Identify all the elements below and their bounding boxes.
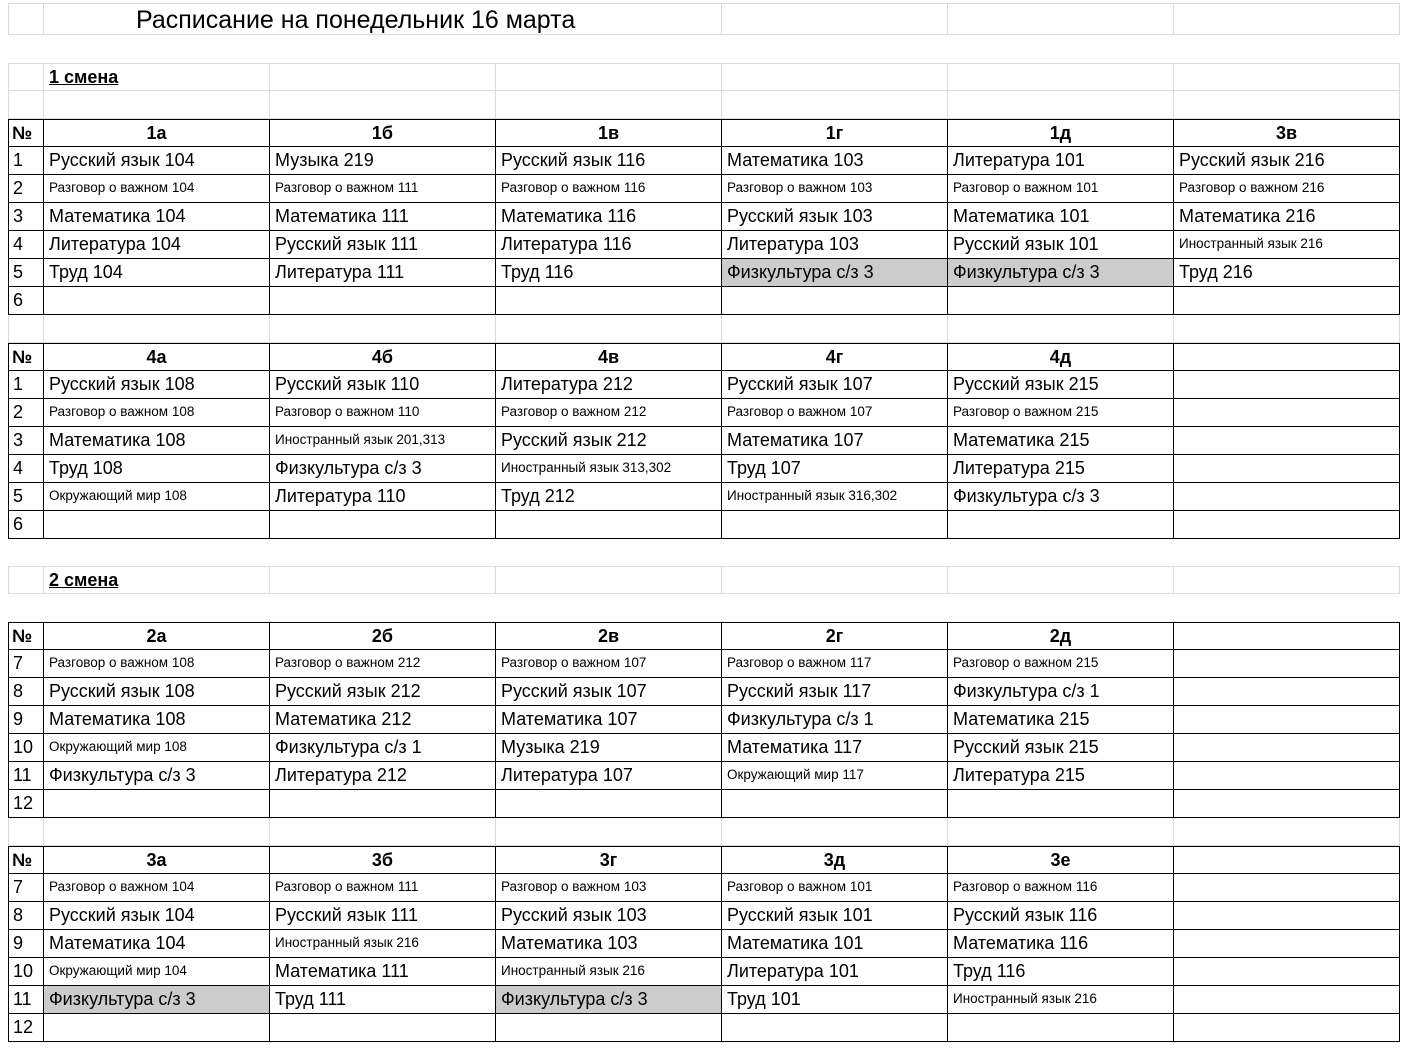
class-header-row (8, 846, 1400, 874)
lesson-number: 10 (8, 958, 44, 986)
class-header[interactable]: 1г (722, 119, 948, 147)
lesson-cell[interactable] (1174, 874, 1400, 902)
lesson-cell[interactable]: Иностранный язык 216 (496, 958, 722, 986)
lesson-cell[interactable] (722, 511, 948, 539)
lesson-number: 6 (8, 511, 44, 539)
lesson-cell[interactable]: Иностранный язык 201,313 (270, 427, 496, 455)
empty-cell[interactable] (8, 315, 44, 343)
lesson-cell[interactable]: Труд 116 (496, 259, 722, 287)
empty-cell[interactable] (270, 566, 496, 594)
lesson-cell[interactable]: Труд 104 (44, 259, 270, 287)
empty-cell[interactable] (496, 91, 722, 119)
lesson-cell[interactable]: Русский язык 215 (948, 734, 1174, 762)
lesson-cell[interactable]: Иностранный язык 216 (1174, 231, 1400, 259)
lesson-cell[interactable] (1174, 650, 1400, 678)
number-header: № (8, 622, 44, 650)
empty-cell[interactable] (1174, 63, 1400, 91)
lesson-cell[interactable] (270, 511, 496, 539)
empty-cell[interactable] (496, 63, 722, 91)
empty-cell[interactable] (1174, 566, 1400, 594)
lesson-cell[interactable]: Разговор о важном 111 (270, 874, 496, 902)
lesson-number: 12 (8, 790, 44, 818)
lesson-cell[interactable] (44, 511, 270, 539)
empty-cell[interactable] (722, 3, 948, 35)
class-header[interactable]: 2а (44, 622, 270, 650)
class-header[interactable]: 3е (948, 846, 1174, 874)
lesson-cell[interactable] (496, 790, 722, 818)
class-header[interactable]: 1д (948, 119, 1174, 147)
lesson-cell[interactable] (496, 511, 722, 539)
lesson-cell[interactable]: Математика 103 (496, 930, 722, 958)
lesson-cell[interactable]: Математика 111 (270, 203, 496, 231)
lesson-cell[interactable] (1174, 483, 1400, 511)
lesson-number: 9 (8, 930, 44, 958)
lesson-cell[interactable]: Разговор о важном 107 (496, 650, 722, 678)
lesson-cell[interactable]: Физкультура с/з 3 (948, 259, 1174, 287)
lesson-cell[interactable]: Труд 116 (948, 958, 1174, 986)
empty-cell[interactable] (722, 63, 948, 91)
lesson-cell[interactable]: Литература 103 (722, 231, 948, 259)
lesson-cell[interactable]: Окружающий мир 108 (44, 734, 270, 762)
lesson-cell[interactable]: Русский язык 215 (948, 371, 1174, 399)
shift-label-row (8, 63, 1400, 91)
lesson-cell[interactable]: Физкультура с/з 3 (948, 483, 1174, 511)
lesson-cell[interactable]: Иностранный язык 313,302 (496, 455, 722, 483)
empty-cell[interactable] (270, 315, 496, 343)
lesson-cell[interactable]: Разговор о важном 110 (270, 399, 496, 427)
lesson-cell[interactable]: Физкультура с/з 3 (496, 986, 722, 1014)
lesson-cell[interactable] (948, 511, 1174, 539)
lesson-number: 9 (8, 706, 44, 734)
lesson-row (8, 706, 1400, 734)
lesson-cell[interactable]: Русский язык 108 (44, 678, 270, 706)
lesson-row (8, 511, 1400, 539)
blank-row (8, 818, 1400, 846)
lesson-cell[interactable] (1174, 958, 1400, 986)
lesson-number: 10 (8, 734, 44, 762)
lesson-cell[interactable] (496, 287, 722, 315)
lesson-row (8, 678, 1400, 706)
lesson-row (8, 399, 1400, 427)
lesson-row (8, 958, 1400, 986)
class-header[interactable]: 3г (496, 846, 722, 874)
lesson-cell[interactable]: Физкультура с/з 3 (270, 455, 496, 483)
empty-cell[interactable] (948, 91, 1174, 119)
lesson-row (8, 427, 1400, 455)
empty-cell[interactable] (44, 91, 270, 119)
lesson-cell[interactable]: Математика 103 (722, 147, 948, 175)
empty-cell[interactable] (948, 315, 1174, 343)
lesson-cell[interactable]: Математика 101 (722, 930, 948, 958)
class-header-row (8, 622, 1400, 650)
lesson-cell[interactable]: Разговор о важном 104 (44, 874, 270, 902)
lesson-cell[interactable]: Физкультура с/з 3 (722, 259, 948, 287)
lesson-cell[interactable]: Русский язык 103 (496, 902, 722, 930)
empty-cell[interactable] (948, 818, 1174, 846)
class-header[interactable] (1174, 622, 1400, 650)
lesson-cell[interactable]: Разговор о важном 216 (1174, 175, 1400, 203)
empty-cell[interactable] (496, 566, 722, 594)
lesson-cell[interactable]: Русский язык 107 (496, 678, 722, 706)
lesson-row (8, 930, 1400, 958)
empty-cell[interactable] (948, 566, 1174, 594)
lesson-cell[interactable] (1174, 371, 1400, 399)
lesson-cell[interactable]: Разговор о важном 101 (948, 175, 1174, 203)
lesson-cell[interactable] (270, 287, 496, 315)
lesson-cell[interactable]: Разговор о важном 117 (722, 650, 948, 678)
number-header: № (8, 846, 44, 874)
lesson-number: 2 (8, 175, 44, 203)
lesson-cell[interactable]: Физкультура с/з 3 (44, 986, 270, 1014)
lesson-cell[interactable] (44, 1014, 270, 1042)
class-header[interactable]: 4б (270, 343, 496, 371)
empty-cell[interactable] (1174, 91, 1400, 119)
class-header[interactable]: 2д (948, 622, 1174, 650)
lesson-cell[interactable]: Литература 111 (270, 259, 496, 287)
lesson-cell[interactable]: Математика 117 (722, 734, 948, 762)
lesson-number: 3 (8, 203, 44, 231)
empty-cell[interactable] (722, 818, 948, 846)
class-header[interactable]: 1в (496, 119, 722, 147)
spacer (8, 35, 1400, 63)
page-title[interactable]: Расписание на понедельник 16 марта (44, 3, 722, 35)
lesson-cell[interactable]: Физкультура с/з 1 (948, 678, 1174, 706)
lesson-cell[interactable] (1174, 902, 1400, 930)
class-header[interactable]: 1а (44, 119, 270, 147)
lesson-cell[interactable]: Русский язык 104 (44, 147, 270, 175)
lesson-number: 11 (8, 986, 44, 1014)
lesson-cell[interactable]: Разговор о важном 116 (948, 874, 1174, 902)
lesson-row (8, 455, 1400, 483)
lesson-cell[interactable]: Математика 108 (44, 427, 270, 455)
spacer (8, 594, 1400, 622)
lesson-cell[interactable]: Математика 104 (44, 203, 270, 231)
lesson-cell[interactable]: Окружающий мир 117 (722, 762, 948, 790)
lesson-number: 5 (8, 483, 44, 511)
lesson-cell[interactable]: Математика 107 (496, 706, 722, 734)
lesson-cell[interactable] (1174, 511, 1400, 539)
shift-label[interactable]: 1 смена (44, 63, 270, 91)
lesson-number: 7 (8, 650, 44, 678)
lesson-cell[interactable]: Литература 212 (270, 762, 496, 790)
lesson-cell[interactable]: Математика 215 (948, 706, 1174, 734)
lesson-row (8, 231, 1400, 259)
class-header[interactable]: 3д (722, 846, 948, 874)
lesson-cell[interactable]: Труд 101 (722, 986, 948, 1014)
lesson-cell[interactable]: Литература 110 (270, 483, 496, 511)
lesson-row (8, 1014, 1400, 1042)
lesson-cell[interactable] (1174, 734, 1400, 762)
lesson-row (8, 790, 1400, 818)
class-header-row (8, 119, 1400, 147)
blank-row (8, 315, 1400, 343)
lesson-cell[interactable]: Математика 116 (496, 203, 722, 231)
lesson-cell[interactable]: Математика 212 (270, 706, 496, 734)
lesson-cell[interactable] (1174, 455, 1400, 483)
lesson-cell[interactable]: Русский язык 101 (722, 902, 948, 930)
lesson-row (8, 650, 1400, 678)
class-header[interactable]: 4д (948, 343, 1174, 371)
lesson-cell[interactable] (1174, 762, 1400, 790)
shift-label-row (8, 566, 1400, 594)
lesson-cell[interactable]: Разговор о важном 108 (44, 399, 270, 427)
blank-row (8, 91, 1400, 119)
empty-cell[interactable] (8, 818, 44, 846)
lesson-cell[interactable] (1174, 399, 1400, 427)
empty-cell[interactable] (270, 63, 496, 91)
lesson-row (8, 371, 1400, 399)
lesson-cell[interactable]: Литература 107 (496, 762, 722, 790)
lesson-number: 7 (8, 874, 44, 902)
lesson-cell[interactable] (948, 790, 1174, 818)
lesson-cell[interactable]: Иностранный язык 216 (270, 930, 496, 958)
lesson-cell[interactable] (44, 790, 270, 818)
lesson-cell[interactable] (948, 1014, 1174, 1042)
lesson-cell[interactable] (1174, 427, 1400, 455)
lesson-number: 3 (8, 427, 44, 455)
empty-cell[interactable] (496, 315, 722, 343)
lesson-cell[interactable]: Русский язык 103 (722, 203, 948, 231)
lesson-cell[interactable] (44, 287, 270, 315)
lesson-number: 1 (8, 147, 44, 175)
lesson-cell[interactable]: Разговор о важном 107 (722, 399, 948, 427)
lesson-number: 12 (8, 1014, 44, 1042)
empty-cell[interactable] (948, 63, 1174, 91)
lesson-cell[interactable] (722, 287, 948, 315)
lesson-cell[interactable]: Математика 101 (948, 203, 1174, 231)
lesson-cell[interactable]: Иностранный язык 216 (948, 986, 1174, 1014)
empty-cell[interactable] (1174, 3, 1400, 35)
lesson-cell[interactable]: Физкультура с/з 3 (44, 762, 270, 790)
lesson-row (8, 762, 1400, 790)
lesson-cell[interactable] (1174, 706, 1400, 734)
empty-cell[interactable] (8, 63, 44, 91)
lesson-cell[interactable]: Литература 101 (722, 958, 948, 986)
lesson-cell[interactable]: Разговор о важном 104 (44, 175, 270, 203)
lesson-cell[interactable]: Математика 104 (44, 930, 270, 958)
lesson-cell[interactable]: Разговор о важном 108 (44, 650, 270, 678)
empty-cell[interactable] (8, 566, 44, 594)
lesson-cell[interactable]: Разговор о важном 116 (496, 175, 722, 203)
lesson-row (8, 734, 1400, 762)
lesson-cell[interactable]: Русский язык 212 (270, 678, 496, 706)
empty-cell[interactable] (722, 566, 948, 594)
lesson-cell[interactable] (1174, 1014, 1400, 1042)
lesson-cell[interactable] (722, 790, 948, 818)
lesson-cell[interactable]: Разговор о важном 212 (496, 399, 722, 427)
lesson-cell[interactable]: Русский язык 212 (496, 427, 722, 455)
lesson-cell[interactable]: Окружающий мир 104 (44, 958, 270, 986)
lesson-cell[interactable] (270, 1014, 496, 1042)
lesson-cell[interactable]: Труд 216 (1174, 259, 1400, 287)
lesson-cell[interactable]: Физкультура с/з 1 (722, 706, 948, 734)
lesson-cell[interactable]: Разговор о важном 101 (722, 874, 948, 902)
lesson-cell[interactable]: Разговор о важном 103 (496, 874, 722, 902)
class-header[interactable]: 4а (44, 343, 270, 371)
lesson-cell[interactable]: Разговор о важном 215 (948, 650, 1174, 678)
empty-cell[interactable] (722, 315, 948, 343)
lesson-row (8, 874, 1400, 902)
lesson-cell[interactable]: Окружающий мир 108 (44, 483, 270, 511)
class-header-row (8, 343, 1400, 371)
number-header: № (8, 343, 44, 371)
lesson-cell[interactable] (948, 287, 1174, 315)
lesson-cell[interactable]: Математика 215 (948, 427, 1174, 455)
class-header[interactable]: 4в (496, 343, 722, 371)
lesson-cell[interactable]: Труд 108 (44, 455, 270, 483)
lesson-row (8, 483, 1400, 511)
lesson-cell[interactable] (722, 1014, 948, 1042)
class-header[interactable]: 2г (722, 622, 948, 650)
lesson-cell[interactable]: Русский язык 111 (270, 902, 496, 930)
lesson-number: 4 (8, 231, 44, 259)
empty-cell[interactable] (1174, 315, 1400, 343)
lesson-cell[interactable]: Литература 215 (948, 762, 1174, 790)
lesson-cell[interactable] (270, 790, 496, 818)
spacer (8, 539, 1400, 566)
lesson-cell[interactable]: Литература 116 (496, 231, 722, 259)
lesson-cell[interactable]: Математика 111 (270, 958, 496, 986)
lesson-cell[interactable]: Разговор о важном 212 (270, 650, 496, 678)
lesson-number: 5 (8, 259, 44, 287)
lesson-cell[interactable]: Музыка 219 (270, 147, 496, 175)
lesson-cell[interactable]: Русский язык 117 (722, 678, 948, 706)
lesson-cell[interactable] (496, 1014, 722, 1042)
lesson-cell[interactable]: Русский язык 104 (44, 902, 270, 930)
lesson-cell[interactable]: Математика 216 (1174, 203, 1400, 231)
lesson-cell[interactable]: Разговор о важном 215 (948, 399, 1174, 427)
class-header[interactable]: 3а (44, 846, 270, 874)
empty-cell[interactable] (270, 818, 496, 846)
class-header[interactable]: 4г (722, 343, 948, 371)
title-row (8, 3, 1400, 35)
lesson-number: 1 (8, 371, 44, 399)
lesson-number: 6 (8, 287, 44, 315)
lesson-cell[interactable]: Иностранный язык 316,302 (722, 483, 948, 511)
empty-cell[interactable] (1174, 818, 1400, 846)
lesson-cell[interactable]: Русский язык 116 (496, 147, 722, 175)
shift-label[interactable]: 2 смена (44, 566, 270, 594)
lesson-cell[interactable]: Русский язык 216 (1174, 147, 1400, 175)
class-header[interactable]: 1б (270, 119, 496, 147)
lesson-cell[interactable]: Труд 212 (496, 483, 722, 511)
class-header[interactable] (1174, 343, 1400, 371)
lesson-cell[interactable]: Музыка 219 (496, 734, 722, 762)
lesson-cell[interactable]: Труд 111 (270, 986, 496, 1014)
empty-cell[interactable] (44, 315, 270, 343)
class-header[interactable] (1174, 846, 1400, 874)
lesson-cell[interactable]: Математика 116 (948, 930, 1174, 958)
lesson-number: 2 (8, 399, 44, 427)
lesson-cell[interactable] (1174, 287, 1400, 315)
lesson-cell[interactable]: Русский язык 116 (948, 902, 1174, 930)
empty-cell[interactable] (8, 3, 44, 35)
lesson-cell[interactable]: Разговор о важном 103 (722, 175, 948, 203)
empty-cell[interactable] (8, 91, 44, 119)
lesson-cell[interactable]: Разговор о важном 111 (270, 175, 496, 203)
lesson-cell[interactable] (1174, 930, 1400, 958)
number-header: № (8, 119, 44, 147)
class-header[interactable]: 2в (496, 622, 722, 650)
schedule-sheet (8, 3, 1400, 1042)
class-header[interactable]: 2б (270, 622, 496, 650)
lesson-cell[interactable]: Математика 108 (44, 706, 270, 734)
lesson-cell[interactable]: Русский язык 108 (44, 371, 270, 399)
empty-cell[interactable] (722, 91, 948, 119)
class-header[interactable]: 3б (270, 846, 496, 874)
lesson-number: 11 (8, 762, 44, 790)
lesson-row (8, 175, 1400, 203)
lesson-row (8, 287, 1400, 315)
lesson-cell[interactable]: Литература 104 (44, 231, 270, 259)
lesson-row (8, 986, 1400, 1014)
lesson-cell[interactable]: Математика 107 (722, 427, 948, 455)
class-header[interactable]: 3в (1174, 119, 1400, 147)
lesson-cell[interactable] (1174, 678, 1400, 706)
lesson-cell[interactable]: Труд 107 (722, 455, 948, 483)
lesson-number: 4 (8, 455, 44, 483)
lesson-row (8, 902, 1400, 930)
lesson-row (8, 259, 1400, 287)
lesson-row (8, 147, 1400, 175)
lesson-number: 8 (8, 678, 44, 706)
empty-cell[interactable] (44, 818, 270, 846)
lesson-cell[interactable]: Русский язык 110 (270, 371, 496, 399)
lesson-cell[interactable]: Литература 101 (948, 147, 1174, 175)
lesson-cell[interactable]: Литература 212 (496, 371, 722, 399)
lesson-cell[interactable]: Физкультура с/з 1 (270, 734, 496, 762)
empty-cell[interactable] (270, 91, 496, 119)
lesson-cell[interactable]: Русский язык 111 (270, 231, 496, 259)
lesson-cell[interactable]: Русский язык 107 (722, 371, 948, 399)
empty-cell[interactable] (496, 818, 722, 846)
lesson-number: 8 (8, 902, 44, 930)
lesson-cell[interactable]: Русский язык 101 (948, 231, 1174, 259)
lesson-cell[interactable] (1174, 790, 1400, 818)
lesson-cell[interactable]: Литература 215 (948, 455, 1174, 483)
lesson-row (8, 203, 1400, 231)
empty-cell[interactable] (948, 3, 1174, 35)
lesson-cell[interactable] (1174, 986, 1400, 1014)
